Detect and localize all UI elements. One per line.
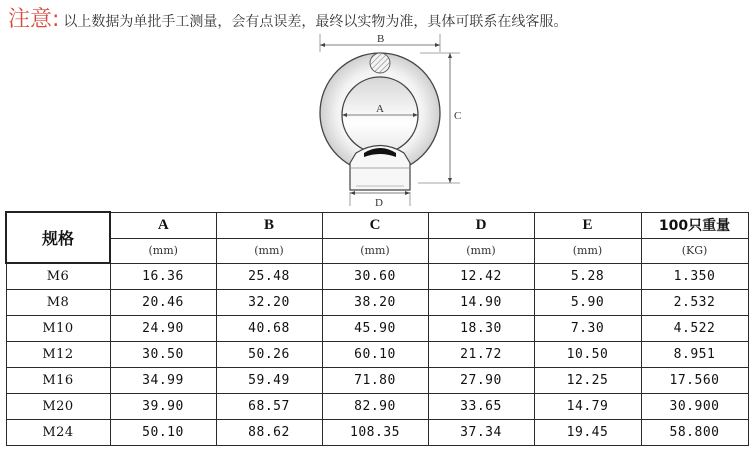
cell-weight: 30.900 <box>641 394 748 420</box>
spec-table <box>5 211 749 446</box>
notice-text: 以上数据为单批手工测量，会有点误差，最终以实物为准，具体可联系在线客服。 <box>63 14 568 30</box>
unit-c: (mm) <box>322 238 428 263</box>
cell-e: 10.50 <box>534 342 641 368</box>
col-header-b: B <box>216 212 322 238</box>
unit-b: (mm) <box>216 238 322 263</box>
cell-d: 33.65 <box>428 394 534 420</box>
cell-e: 12.25 <box>534 368 641 394</box>
table-row <box>6 263 748 290</box>
cell-model: M16 <box>6 368 110 394</box>
cell-c: 82.90 <box>322 394 428 420</box>
cell-weight: 2.532 <box>641 290 748 316</box>
cell-model: M10 <box>6 316 110 342</box>
unit-e: (mm) <box>534 238 641 263</box>
cell-weight: 1.350 <box>641 263 748 290</box>
cell-weight: 17.560 <box>641 368 748 394</box>
cell-c: 60.10 <box>322 342 428 368</box>
table-row <box>6 420 748 446</box>
cell-c: 38.20 <box>322 290 428 316</box>
table-row <box>6 368 748 394</box>
cell-a: 39.90 <box>110 394 216 420</box>
cell-e: 5.28 <box>534 263 641 290</box>
unit-a: (mm) <box>110 238 216 263</box>
cell-c: 108.35 <box>322 420 428 446</box>
spec-header: 规格 <box>6 212 110 263</box>
col-header-d: D <box>428 212 534 238</box>
cell-a: 16.36 <box>110 263 216 290</box>
cell-d: 37.34 <box>428 420 534 446</box>
cell-a: 50.10 <box>110 420 216 446</box>
cell-e: 14.79 <box>534 394 641 420</box>
cell-c: 45.90 <box>322 316 428 342</box>
cell-b: 88.62 <box>216 420 322 446</box>
cell-d: 21.72 <box>428 342 534 368</box>
cell-model: M20 <box>6 394 110 420</box>
cell-b: 25.48 <box>216 263 322 290</box>
cell-d: 12.42 <box>428 263 534 290</box>
unit-d: (mm) <box>428 238 534 263</box>
cell-model: M8 <box>6 290 110 316</box>
cell-e: 19.45 <box>534 420 641 446</box>
table-row <box>6 342 748 368</box>
col-header-a: A <box>110 212 216 238</box>
col-header-c: C <box>322 212 428 238</box>
cell-e: 7.30 <box>534 316 641 342</box>
dim-a-label: A <box>376 103 384 115</box>
cell-e: 5.90 <box>534 290 641 316</box>
cell-c: 30.60 <box>322 263 428 290</box>
cell-c: 71.80 <box>322 368 428 394</box>
cell-weight: 58.800 <box>641 420 748 446</box>
cell-a: 30.50 <box>110 342 216 368</box>
cell-d: 27.90 <box>428 368 534 394</box>
cell-weight: 8.951 <box>641 342 748 368</box>
cell-b: 59.49 <box>216 368 322 394</box>
col-header-weight: 100只重量 <box>641 212 748 238</box>
cell-a: 24.90 <box>110 316 216 342</box>
cell-model: M6 <box>6 263 110 290</box>
cell-model: M12 <box>6 342 110 368</box>
dim-d-label: D <box>375 197 383 208</box>
col-header-e: E <box>534 212 641 238</box>
dim-b-label: B <box>377 33 385 45</box>
table-row <box>6 394 748 420</box>
ring-section <box>370 53 390 73</box>
eye-nut-diagram <box>290 26 480 208</box>
cell-b: 40.68 <box>216 316 322 342</box>
cell-a: 34.99 <box>110 368 216 394</box>
cell-a: 20.46 <box>110 290 216 316</box>
table-row <box>6 316 748 342</box>
cell-b: 68.57 <box>216 394 322 420</box>
unit-weight: (KG) <box>641 238 748 263</box>
cell-weight: 4.522 <box>641 316 748 342</box>
cell-d: 14.90 <box>428 290 534 316</box>
table-row <box>6 290 748 316</box>
cell-model: M24 <box>6 420 110 446</box>
dim-c-label: C <box>454 110 462 122</box>
cell-d: 18.30 <box>428 316 534 342</box>
cell-b: 50.26 <box>216 342 322 368</box>
notice-line <box>8 2 567 32</box>
cell-b: 32.20 <box>216 290 322 316</box>
notice-label: 注意: <box>8 7 60 32</box>
